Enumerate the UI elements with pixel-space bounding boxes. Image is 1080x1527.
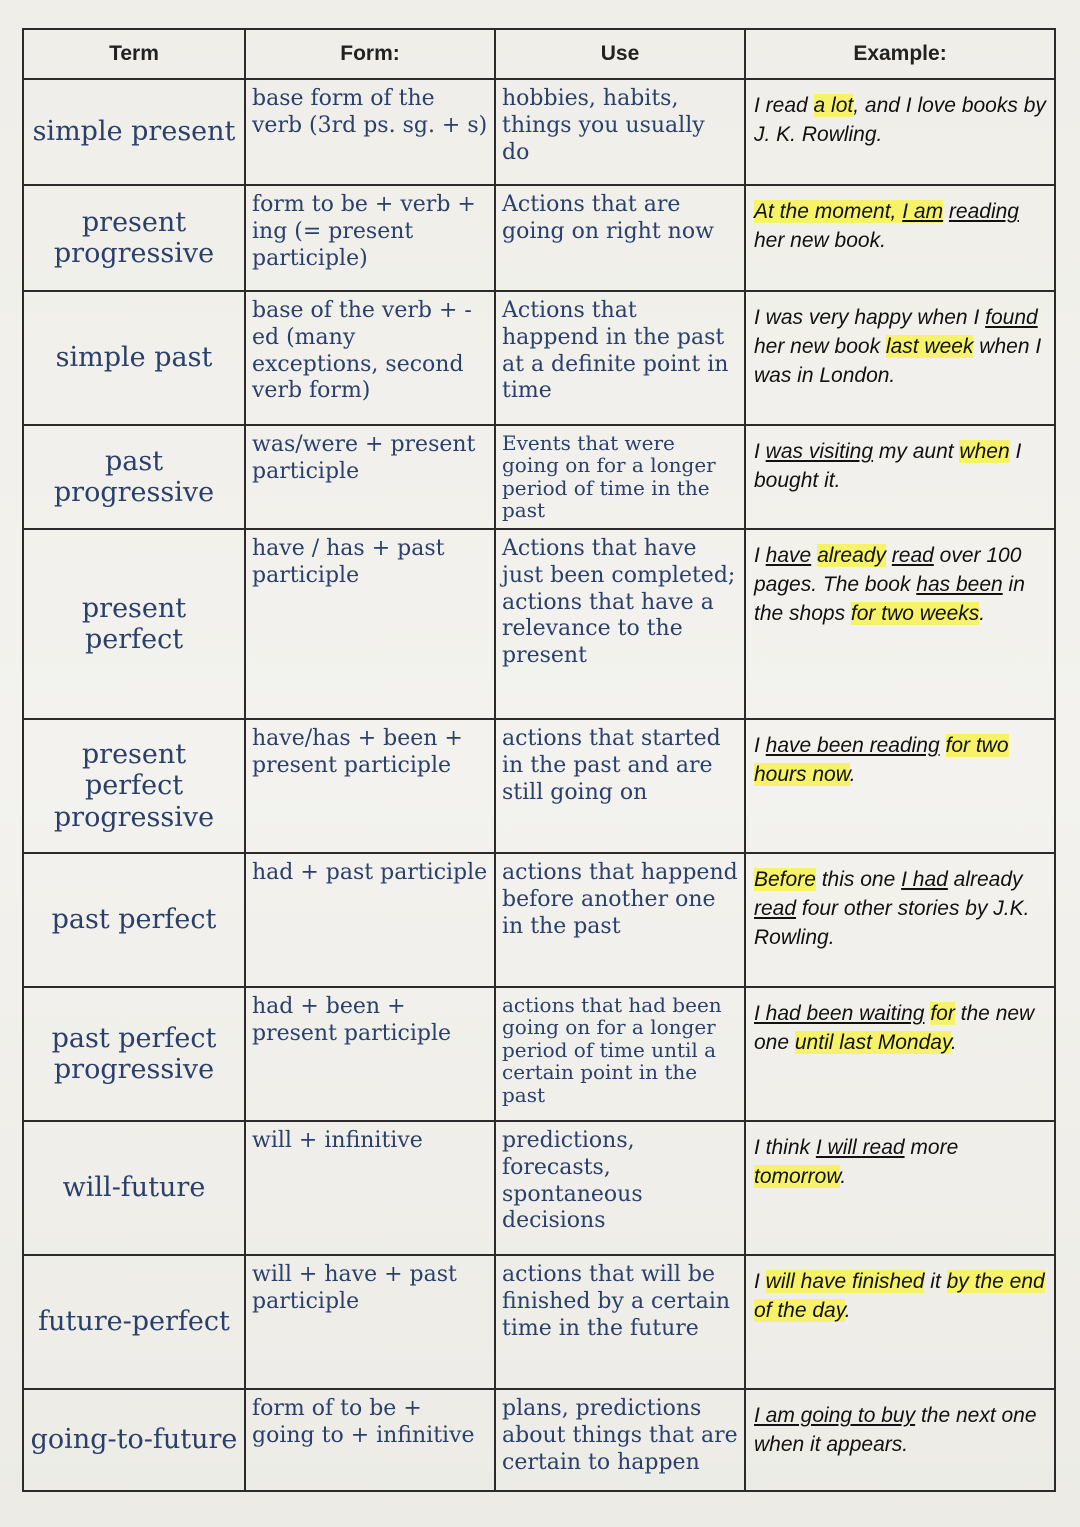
use-cell: actions that had been going on for a longer period of time until a certain point in the past [495, 987, 745, 1121]
use-cell: actions that will be finished by a certain time in the future [495, 1255, 745, 1389]
form-cell: have/has + been + present participle [245, 719, 495, 853]
example-cell [745, 1255, 1055, 1389]
use-cell: hobbies, habits, things you usually do [495, 79, 745, 185]
example-segment: I am going to buy [754, 1404, 916, 1427]
use-cell: actions that started in the past and are still going on [495, 719, 745, 853]
use-cell: Actions that happend in the past at a definite point in time [495, 291, 745, 425]
example-segment: . [950, 1030, 957, 1054]
form-cell: base form of the verb (3rd ps. sg. + s) [245, 79, 495, 185]
table-row [23, 291, 1055, 425]
example-cell [745, 853, 1055, 987]
example-segment: . [849, 762, 856, 786]
header-use: Use [495, 29, 745, 79]
example-segment: my aunt [873, 440, 960, 463]
example-segment: in the shops [754, 572, 1025, 625]
example-segment: has been [916, 572, 1003, 596]
form-cell: will + infinitive [245, 1121, 495, 1255]
example-cell [745, 1121, 1055, 1255]
example-segment: . [840, 1164, 847, 1188]
example-segment: for [930, 1002, 955, 1025]
form-cell: had + past participle [245, 853, 495, 987]
form-cell: will + have + past participle [245, 1255, 495, 1389]
example-cell [745, 719, 1055, 853]
table-row [23, 853, 1055, 987]
form-cell: had + been + present participle [245, 987, 495, 1121]
example-cell [745, 291, 1055, 425]
example-segment: I [754, 1270, 766, 1293]
example-segment: I think [754, 1136, 816, 1159]
example-segment: it [924, 1270, 947, 1293]
table-row [23, 987, 1055, 1121]
header-form: Form: [245, 29, 495, 79]
example-segment: have been reading [765, 734, 940, 757]
example-segment: a lot [813, 94, 854, 117]
table-row [23, 719, 1055, 853]
term-cell: going-to-future [23, 1389, 245, 1491]
term-cell: past perfect [23, 853, 245, 987]
example-segment: I am [902, 200, 944, 223]
example-segment: by the end of the day [754, 1270, 1045, 1322]
use-cell: predictions, forecasts, spontaneous decisions [495, 1121, 745, 1255]
term-cell: past progressive [23, 425, 245, 529]
term-cell: past perfect progressive [23, 987, 245, 1121]
example-segment: I had been waiting [754, 1002, 925, 1025]
use-cell: Events that were going on for a longer period of time in the past [495, 425, 745, 529]
tenses-table [22, 28, 1056, 1492]
term-cell: simple present [23, 79, 245, 185]
example-segment: Before [754, 868, 816, 891]
header-term: Term [23, 29, 245, 79]
table-row [23, 1255, 1055, 1389]
term-cell: present progressive [23, 185, 245, 291]
example-segment: already [817, 544, 886, 567]
example-segment: when I was in London. [754, 334, 1042, 387]
example-cell [745, 529, 1055, 719]
example-segment: until last Monday [794, 1030, 951, 1054]
form-cell: form of to be + going to + infinitive [245, 1389, 495, 1491]
example-segment: I read [754, 94, 814, 117]
form-cell: form to be + verb + ing (= present participle) [245, 185, 495, 291]
table-row [23, 1121, 1055, 1255]
example-cell [745, 425, 1055, 529]
example-segment: already [947, 868, 1023, 891]
example-segment: . [979, 601, 986, 625]
example-segment: read [891, 544, 934, 567]
term-cell: present perfect [23, 529, 245, 719]
use-cell: Actions that have just been completed; actions that have a relevance to the present [495, 529, 745, 719]
table-row [23, 79, 1055, 185]
example-segment: I [754, 440, 766, 463]
example-segment: more [904, 1136, 959, 1159]
example-segment: for two weeks [850, 601, 980, 625]
example-segment: . [844, 1298, 851, 1322]
table-row [23, 425, 1055, 529]
example-segment: will have finished [765, 1270, 925, 1293]
example-cell [745, 987, 1055, 1121]
example-segment: found [985, 306, 1038, 329]
example-segment: I will read [815, 1136, 905, 1159]
example-cell [745, 79, 1055, 185]
header-row [23, 29, 1055, 79]
example-segment: over 100 pages. The book [754, 544, 1022, 596]
example-segment: was visiting [765, 440, 874, 463]
example-segment: I [754, 734, 766, 757]
example-segment: reading [948, 200, 1019, 223]
example-segment: four other stories by J.K. Rowling. [754, 896, 1030, 949]
term-cell: will-future [23, 1121, 245, 1255]
table-row [23, 529, 1055, 719]
example-segment: I bought it. [754, 440, 1022, 492]
use-cell: Actions that are going on right now [495, 185, 745, 291]
example-segment: the next one when it appears. [754, 1404, 1037, 1456]
example-segment: this one [815, 868, 902, 891]
example-segment: , and I love books by J. K. Rowling. [754, 94, 1046, 146]
use-cell: plans, predictions about things that are certain to happen [495, 1389, 745, 1491]
example-segment: I [754, 544, 766, 567]
example-segment: the new one [754, 1002, 1035, 1054]
example-segment: her new book [754, 334, 886, 358]
example-segment: At the moment, [754, 200, 903, 223]
use-cell: actions that happend before another one in the past [495, 853, 745, 987]
example-segment: last week [885, 334, 974, 358]
form-cell: base of the verb + -ed (many exceptions, second verb form) [245, 291, 495, 425]
term-cell: future-perfect [23, 1255, 245, 1389]
example-segment: I was very happy when I [754, 306, 986, 329]
term-cell: present perfect progressive [23, 719, 245, 853]
example-segment: when [959, 440, 1010, 463]
example-cell [745, 1389, 1055, 1491]
example-segment [940, 734, 946, 757]
example-segment: have [765, 544, 812, 567]
example-segment: read [754, 896, 797, 920]
example-segment: for two hours now [754, 734, 1009, 786]
table-row [23, 185, 1055, 291]
form-cell: was/were + present participle [245, 425, 495, 529]
example-segment: tomorrow [754, 1164, 841, 1188]
example-segment: I had [901, 868, 948, 891]
example-segment: her new book. [754, 228, 886, 252]
term-cell: simple past [23, 291, 245, 425]
form-cell: have / has + past participle [245, 529, 495, 719]
header-example: Example: [745, 29, 1055, 79]
table-row [23, 1389, 1055, 1491]
example-cell [745, 185, 1055, 291]
